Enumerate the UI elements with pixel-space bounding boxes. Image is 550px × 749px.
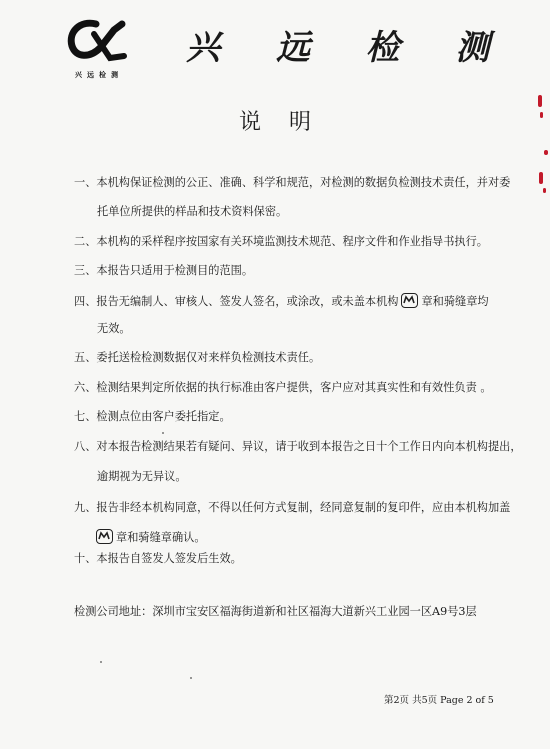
seam-stamp-mark (544, 150, 548, 155)
clause-number: 六、 (74, 381, 97, 394)
clause-1 (74, 176, 510, 190)
clause-text: 检测点位由客户委托指定。 (96, 410, 231, 423)
clause-text-end: 章和骑缝章均 (421, 295, 489, 308)
clause-number: 一、 (74, 176, 97, 189)
scan-speck (162, 432, 164, 434)
page-number: 第2页 共5页 Page 2 of 5 (384, 695, 494, 706)
clause-number: 二、 (74, 235, 97, 248)
cma-seal-icon (96, 529, 113, 544)
company-address: 检测公司地址：深圳市宝安区福海街道新和社区福海大道新兴工业园一区A9号3层 (74, 605, 477, 618)
seam-stamp-mark (540, 112, 543, 118)
clause-number: 八、 (74, 440, 97, 453)
clause-1-continued: 托单位所提供的样品和技术资料保密。 (97, 205, 288, 218)
clause-text: 报告无编制人、审核人、签发人签名，或涂改，或未盖本机构 (96, 295, 399, 308)
clause-text: 本机构保证检测的公正、准确、科学和规范，对检测的数据负检测技术责任，并对委 (96, 176, 511, 189)
seam-stamp-mark (539, 172, 543, 184)
clause-number: 三、 (74, 264, 97, 277)
company-logo (66, 18, 132, 62)
clause-8-continued: 逾期视为无异议。 (97, 470, 187, 483)
seam-stamp-mark (543, 188, 546, 193)
page-title: 说明 (238, 110, 339, 135)
clause-10 (74, 552, 242, 566)
clause-4 (74, 293, 489, 309)
clause-number: 九、 (74, 501, 97, 514)
clause-6 (74, 381, 492, 395)
clause-text: 章和骑缝章确认。 (116, 531, 206, 544)
clause-text: 检测结果判定所依据的执行标准由客户提供，客户应对其真实性和有效性负责 。 (96, 381, 492, 394)
clause-text: 本报告自签发人签发后生效。 (96, 552, 242, 565)
brand-title: 兴 远 检 测 (186, 28, 512, 68)
clause-9-continued (93, 529, 206, 545)
clause-number: 四、 (74, 295, 97, 308)
scan-speck (190, 677, 192, 679)
clause-number: 五、 (74, 351, 97, 364)
clause-4-continued: 无效。 (97, 322, 131, 335)
clause-number: 七、 (74, 410, 97, 423)
clause-text: 本机构的采样程序按国家有关环境监测技术规范、程序文件和作业指导书执行。 (96, 235, 488, 248)
clause-5 (74, 351, 320, 365)
clause-number: 十、 (74, 552, 97, 565)
clause-3 (74, 264, 253, 278)
cma-seal-icon (401, 293, 418, 308)
clause-2 (74, 235, 488, 249)
clause-8 (74, 440, 522, 454)
clause-7 (74, 410, 231, 424)
clause-9 (74, 501, 510, 515)
seam-stamp-mark (538, 95, 542, 107)
clause-text: 报告非经本机构同意，不得以任何方式复制，经同意复制的复印件，应由本机构加盖 (96, 501, 511, 514)
clause-text: 委托送检检测数据仅对来样负检测技术责任。 (96, 351, 321, 364)
logo-caption: 兴远检测 (75, 70, 123, 79)
scan-speck (100, 661, 102, 663)
clause-text: 对本报告检测结果若有疑问、异议，请于收到本报告之日十个工作日内向本机构提出， (96, 440, 522, 453)
clause-text: 本报告只适用于检测目的范围。 (96, 264, 254, 277)
